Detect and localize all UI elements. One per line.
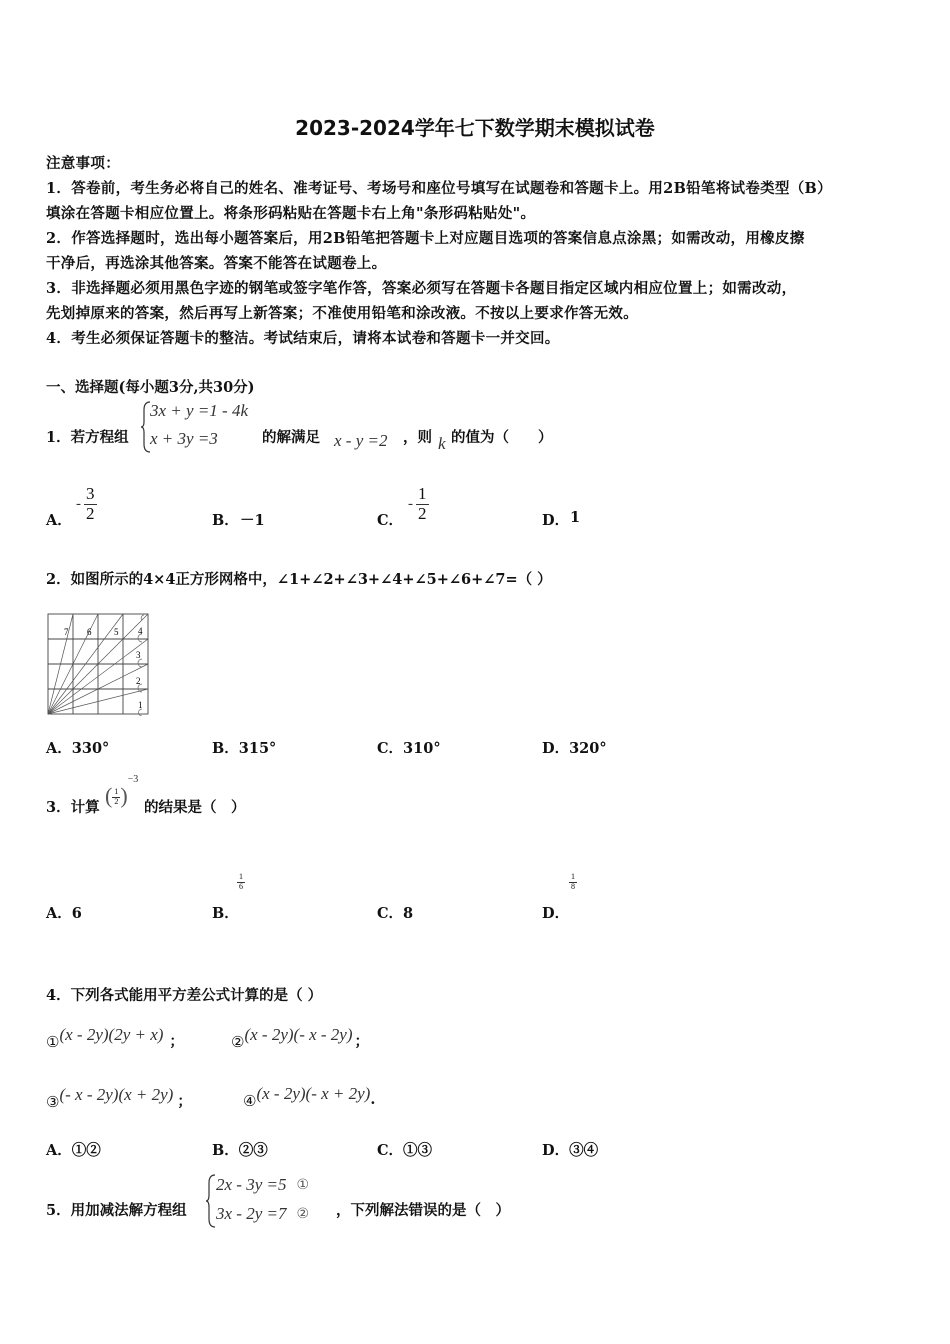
option-label: C．	[377, 905, 404, 922]
option-label: D．	[542, 1142, 570, 1159]
option-label: B．	[212, 740, 239, 757]
fraction-denominator: 2	[86, 503, 95, 523]
item-expression: (x - 2y)(2y + x)	[59, 1024, 164, 1044]
option-value: 315°	[238, 740, 277, 757]
notice-line: 干净后，再选涂其他答案。答案不能答在试题卷上。	[46, 255, 387, 272]
q1-option-a-sign: -	[76, 495, 81, 512]
option-label: D．	[542, 740, 570, 757]
fraction-denominator: 2	[418, 503, 427, 523]
q4-option-b	[212, 1139, 268, 1160]
q1-eq2: x + 3y =3	[150, 429, 218, 448]
q3-option-a	[46, 902, 82, 923]
q3-option-d-value	[569, 872, 577, 892]
q4-item-4	[243, 1078, 375, 1110]
section-heading: 一、选择题(每小题3分,共30分)	[46, 379, 255, 396]
q5-eq1-mark: ①	[296, 1177, 310, 1193]
option-value: ②③	[238, 1142, 268, 1159]
q4-option-c	[377, 1139, 432, 1160]
item-expression: (x - 2y)(- x + 2y)	[256, 1084, 371, 1103]
option-label: C．	[377, 1142, 404, 1159]
q1-mid2: ，则	[403, 429, 432, 446]
q2-grid-figure	[46, 612, 150, 716]
option-value: 8	[403, 905, 414, 922]
q2-option-d	[542, 737, 607, 758]
q3-option-b-label: B．	[212, 905, 239, 922]
figure-angle-label-3: 3	[136, 650, 141, 660]
option-value: 6	[71, 905, 82, 922]
fraction-numerator: 3	[86, 484, 95, 503]
q1-mid: 的解满足	[262, 429, 320, 446]
q1-condition: x - y =2	[334, 431, 388, 450]
q5-suffix: ，下列解法错误的是（ ）	[336, 1202, 510, 1219]
q5-eq1-row	[216, 1175, 309, 1195]
item-mark: ④	[243, 1092, 257, 1110]
q4-text: 4．下列各式能用平方差公式计算的是（ ）	[46, 987, 323, 1004]
figure-angle-label-7: 7	[64, 627, 69, 637]
item-end: .	[370, 1090, 376, 1108]
q1-option-d-label: D．	[542, 512, 570, 529]
q1-option-c-fraction	[416, 485, 429, 523]
figure-angle-label-4: 4	[138, 626, 143, 636]
option-value: ①②	[71, 1142, 101, 1159]
option-value: 320°	[569, 740, 607, 757]
q4-option-a	[46, 1139, 101, 1160]
q5-prefix: 5．用加减法解方程组	[46, 1202, 187, 1219]
fraction-numerator: 1	[239, 872, 243, 882]
q4-item-2	[231, 1018, 369, 1051]
q3-option-d-fraction	[569, 873, 577, 892]
fraction-numerator: 1	[418, 484, 427, 503]
q1-option-a-value	[76, 485, 97, 523]
q5-eq2: 3x - 2y =7	[216, 1204, 287, 1223]
notice-line: 4．考生必须保证答题卡的整洁。考试结束后，请将本试卷和答题卡一并交回。	[46, 330, 560, 347]
q1-suffix: 的值为（ ）	[451, 429, 553, 446]
item-mark: ③	[46, 1092, 60, 1111]
q2-option-a	[46, 737, 109, 758]
notice-line: 1．答卷前，考生务必将自己的姓名、准考证号、考场号和座位号填写在试题卷和答题卡上。用2B铅笔将试卷类型（B）	[46, 180, 832, 197]
q1-option-c-label: C．	[377, 512, 404, 529]
item-mark: ②	[231, 1032, 245, 1051]
q3-base-fraction	[112, 788, 120, 807]
q3-expression: ( $\frac{1}{2}$ ) −3	[105, 774, 139, 808]
q2-option-c	[377, 737, 441, 758]
q4-item-3	[46, 1078, 192, 1111]
option-value: 330°	[71, 740, 110, 757]
q1-option-c-value	[408, 485, 429, 523]
q3-prefix: 3．计算	[46, 799, 100, 816]
q3-option-b-fraction	[237, 873, 245, 892]
q3-exponent: −3	[127, 774, 139, 785]
q1-prefix: 1．若方程组	[46, 429, 129, 446]
fraction-numerator: 1	[571, 872, 575, 882]
page-title: 2023-2024学年七下数学期末模拟试卷	[295, 116, 655, 140]
q3-option-c	[377, 902, 413, 923]
figure-angle-label-2: 2	[136, 676, 141, 686]
option-value: 310°	[403, 740, 441, 757]
q1-option-b-value: －1	[240, 512, 265, 529]
fraction-numerator: 1	[114, 787, 119, 796]
option-label: A．	[46, 905, 72, 922]
notice-line: 填涂在答题卡相应位置上。将条形码粘贴在答题卡右上角"条形码粘贴处"。	[46, 205, 536, 222]
q1-eq1: 3x + y =1 - 4k	[150, 401, 248, 420]
q1-option-c-sign: -	[408, 495, 413, 512]
q4-option-d	[542, 1139, 598, 1160]
q3-option-b-value	[237, 872, 245, 892]
q1-var: k	[438, 434, 446, 453]
option-label: B．	[212, 1142, 239, 1159]
fraction-denominator: 2	[114, 796, 119, 806]
figure-angle-label-5: 5	[114, 627, 119, 637]
q5-eq2-row	[216, 1204, 309, 1224]
item-end: ；	[354, 1033, 370, 1050]
item-end: ；	[177, 1093, 192, 1110]
notice-line: 3．非选择题必须用黑色字迹的钢笔或签字笔作答，答案必须写在答题卡各题目指定区域内相应位置上；如需改动，	[46, 280, 797, 297]
q1-option-b-label: B．	[212, 512, 239, 529]
option-label: C．	[377, 740, 404, 757]
item-end: ；	[169, 1033, 184, 1050]
q4-item-1	[46, 1018, 184, 1051]
option-value: ①③	[403, 1142, 433, 1159]
notice-line: 2．作答选择题时，选出每小题答案后，用2B铅笔把答题卡上对应题目选项的答案信息点涂黑；如需改动，用橡皮擦	[46, 230, 805, 247]
item-expression: (- x - 2y)(x + 2y)	[59, 1084, 174, 1104]
q3-suffix: 的结果是（ ）	[144, 799, 246, 816]
option-value: ③④	[569, 1142, 599, 1159]
figure-angle-label-6: 6	[87, 627, 92, 637]
fraction-denominator: 8	[571, 882, 575, 891]
q5-eq1: 2x - 3y =5	[216, 1175, 287, 1194]
q3-option-d-label: D．	[542, 905, 570, 922]
item-expression: (x - 2y)(- x - 2y)	[244, 1024, 353, 1044]
q2-option-b	[212, 737, 276, 758]
q1-option-a-label: A．	[46, 512, 72, 529]
q1-option-a-fraction	[84, 485, 97, 523]
q5-eq2-mark: ②	[296, 1206, 310, 1222]
figure-angle-label-1: 1	[138, 700, 143, 710]
option-label: A．	[46, 740, 72, 757]
q1-option-d-value: 1	[570, 509, 581, 526]
q2-text: 2．如图所示的4×4正方形网格中，∠1+∠2+∠3+∠4+∠5+∠6+∠7=（ ）	[46, 571, 552, 588]
notice-heading: 注意事项：	[46, 155, 120, 172]
item-mark: ①	[46, 1032, 60, 1051]
option-label: A．	[46, 1142, 72, 1159]
fraction-denominator: 6	[239, 882, 243, 891]
notice-line: 先划掉原来的答案，然后再写上新答案；不准使用铅笔和涂改液。不按以上要求作答无效。	[46, 305, 638, 322]
